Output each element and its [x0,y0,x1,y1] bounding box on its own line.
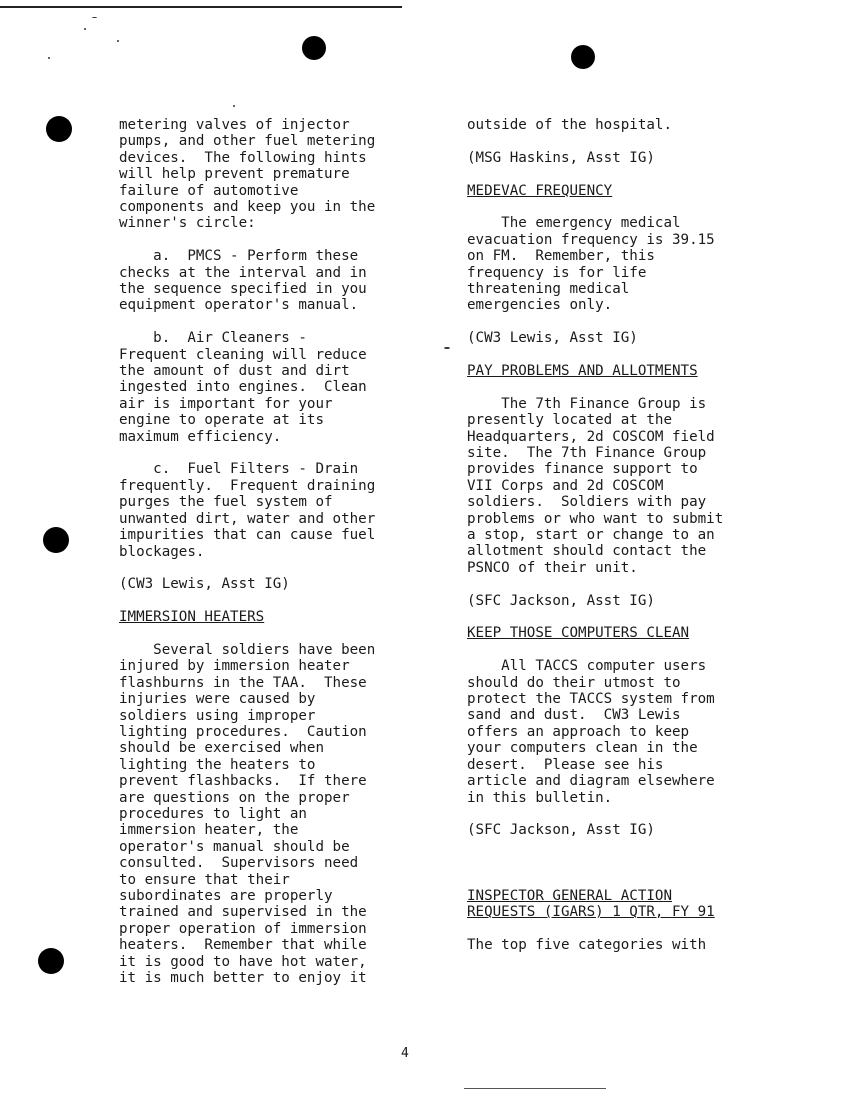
heading-medevac-frequency: MEDEVAC FREQUENCY [467,182,613,199]
speck [233,105,235,107]
paragraph-item-a: a. PMCS - Perform these checks at the interval and in the sequence specified in you equipment operator's manual. [119,248,367,314]
speck [117,40,119,42]
paragraph-computers: All TACCS computer users should do their utmost to protect the TACCS system from sand and dust. CW3 Lewis offers an approach to keep your computers clean in the desert. Please see his article and diagram elsewhere in this bulletin. [467,658,715,806]
paragraph-item-c: c. Fuel Filters - Drain frequently. Frequent draining purges the fuel system of unwanted dirt, water and other impurities that can cause fuel blockages. [119,461,376,560]
speck [92,17,97,18]
paragraph-medevac: The emergency medical evacuation frequency is 39.15 on FM. Remember, this frequency is for life threatening medical emergencies only. [467,215,715,314]
heading-immersion-heaters: IMMERSION HEATERS [119,609,265,626]
punch-hole-top-right [571,45,595,69]
signoff: (CW3 Lewis, Asst IG) [119,576,290,593]
signoff: (MSG Haskins, Asst IG) [467,149,655,166]
signoff: (CW3 Lewis, Asst IG) [467,330,638,347]
paragraph-pay: The 7th Finance Group is presently located at the Headquarters, 2d COSCOM field site. The 7th Finance Group provides finance support to VII Corps and 2d COSCOM soldiers. Soldiers with pay problems or who want to submit a stop, start or change to an allotment should contact the PSNCO of their unit. [467,395,724,576]
speck [48,57,50,59]
heading-pay-problems: PAY PROBLEMS AND ALLOTMENTS [467,363,698,380]
punch-hole-top-center [302,36,326,60]
bottom-rule [464,1088,606,1089]
left-column [119,117,431,1003]
paragraph-immersion: Several soldiers have been injured by immersion heater flashburns in the TAA. These injuries were caused by soldiers using improper lighting procedures. Caution should be exercised when lighting the heaters to prevent flashbacks. If there are questions on the proper procedures to light an immersion heater, the operator's manual should be consulted. Supervisors need to ensure that their subordinates are properly trained and supervised in the proper operation of immersion heaters. Remember that while it is good to have hot water, it is much better to enjoy it [119,641,376,987]
top-rule [0,6,402,8]
right-column [467,117,767,970]
paragraph-continuation: outside of the hospital. [467,117,672,133]
signoff: (SFC Jackson, Asst IG) [467,592,655,609]
punch-hole-left-bottom [38,948,64,974]
paragraph-igar: The top five categories with [467,936,707,953]
paragraph-intro: metering valves of injector pumps, and other fuel metering devices. The following hints will help prevent premature failure of automotive components and keep you in the winner's circle: [119,117,376,232]
paragraph-item-b: b. Air Cleaners - Frequent cleaning will reduce the amount of dust and dirt ingested into engines. Clean air is important for your engine to operate at its maximum efficiency. [119,330,367,445]
punch-hole-left-middle [43,527,69,553]
signoff: (SFC Jackson, Asst IG) [467,822,655,839]
speck [84,28,86,30]
page-number: 4 [401,1046,409,1061]
heading-computers-clean: KEEP THOSE COMPUTERS CLEAN [467,625,690,642]
speck [444,347,450,349]
punch-hole-left-top [46,116,72,142]
heading-igar: INSPECTOR GENERAL ACTION REQUESTS (IGARS) 1 QTR, FY 91 [467,887,715,921]
